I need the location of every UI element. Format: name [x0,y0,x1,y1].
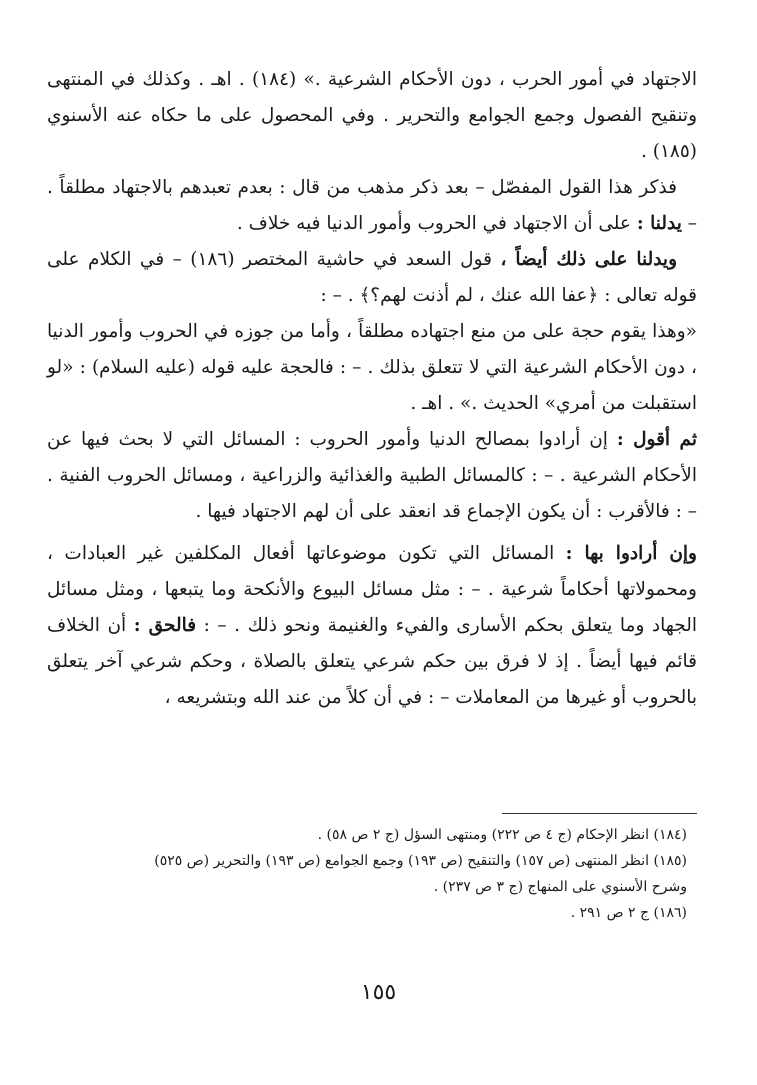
paragraph-6-bold-lead: وإن أرادوا بها : [565,543,697,564]
footnote-divider [502,813,697,814]
paragraph-2-text: فذكر هذا القول المفصّل – بعد ذكر مذهب من قال : بعدم تعبدهم بالاجتهاد مطلقاً . – [47,177,697,234]
paragraph-4-text: «وهذا يقوم حجة على من منع اجتهاده مطلقاً ، وأما من جوزه في الحروب وأمور الدنيا ، دون الأحكام الشرعية التي لا تتعلق بذلك . – : فالحجة عليه قوله (عليه السلام) : «لو استقبلت من أمري» الحديث .» . اهـ . [47,321,697,414]
paragraph-2-after: على أن الاجتهاد في الحروب وأمور الدنيا فيه خلاف . [236,213,631,234]
footnotes [47,822,687,926]
paragraph-1 [47,62,697,170]
paragraph-6 [47,536,697,716]
paragraph-2-bold-lead: يدلنا : [636,213,682,234]
paragraph-5 [47,422,697,530]
footnote-185-continued: وشرح الأسنوي على المنهاج (ج ٣ ص ٢٣٧) . [433,879,687,895]
paragraph-5-text: إن أرادوا بمصالح الدنيا وأمور الحروب : المسائل التي لا بحث فيها عن الأحكام الشرعية . – : كالمسائل الطبية والغذائية والزراعية ، ومسائل الحروب الفنية . – : فالأقرب : أن يكون الإجماع قد انعقد على أن لهم الاجتهاد فيها . [47,429,697,522]
paragraph-5-bold-lead: ثم أقول : [616,429,697,450]
footnote-184: (١٨٤) انظر الإحكام (ج ٤ ص ٢٢٢) ومنتهى السؤل (ج ٢ ص ٥٨) . [317,827,687,843]
paragraph-4-quote [47,314,697,422]
paragraph-6-after: أن الخلاف قائم فيها أيضاً . إذ لا فرق بين حكم شرعي يتعلق بالصلاة ، وحكم شرعي آخر يتعلق بالحروب أو غيرها من المعاملات – : في أن كلاً من عند الله وبتشريعه ، [47,615,697,708]
footnote-186: (١٨٦) ج ٢ ص ٢٩١ . [570,905,687,921]
paragraph-6-bold-end: فالحق : [133,615,197,636]
paragraph-1-text: الاجتهاد في أمور الحرب ، دون الأحكام الشرعية .» (١٨٤) . اهـ . وكذلك في المنتهى وتنقيح الفصول وجمع الجوامع والتحرير . وفي المحصول على ما حكاه عنه الأسنوي (١٨٥) . [47,69,697,162]
paragraph-6-text: المسائل التي تكون موضوعاتها أفعال المكلفين غير العبادات ، ومحمولاتها أحكاماً شرعية . – : مثل مسائل البيوع والأنكحة وما يتبعها ، ومثل مسائل الجهاد وما يتعلق بحكم الأسارى والفيء والغنيمة ونحو ذلك . – : [47,543,698,636]
main-text [47,62,697,716]
paragraph-3 [47,242,697,314]
paragraph-2 [47,170,697,242]
footnote-185: (١٨٥) انظر المنتهى (ص ١٥٧) والتنقيح (ص ١٩٣) وجمع الجوامع (ص ١٩٣) والتحرير (ص ٥٢٥) [154,853,687,869]
paragraph-3-text: قول السعد في حاشية المختصر (١٨٦) – في الكلام على قوله تعالى : ﴿عفا الله عنك ، لم أذنت لهم؟﴾ . – : [47,249,697,306]
paragraph-3-bold-lead: ويدلنا على ذلك أيضاً ، [500,249,678,270]
page-number: ١٥٥ [360,980,397,1005]
